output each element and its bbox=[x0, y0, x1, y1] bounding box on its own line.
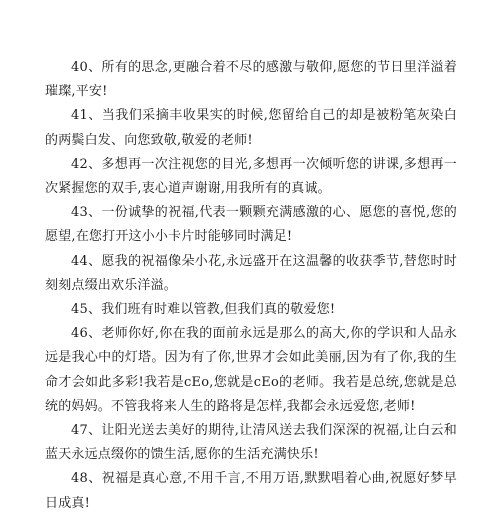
paragraph-41: 41、当我们采摘丰收果实的时候,您留给自己的却是被粉笔灰染白的两鬓白发、向您致敬,敬爱的老师! bbox=[45, 108, 457, 148]
paragraph-42: 42、多想再一次注视您的目光,多想再一次倾听您的讲课,多想再一次紧握您的双手,衷心道声谢谢,用我所有的真诚。 bbox=[45, 156, 457, 197]
paragraph-47: 47、让阳光送去美好的期待,让清风送去我们深深的祝福,让白云和蓝天永远点缀你的馈生活,愿你的生活充满快乐! bbox=[45, 423, 457, 463]
paragraph-44: 44、愿我的祝福像朵小花,永远盛开在这温馨的收获季节,替您时时刻刻点缀出欢乐洋溢。 bbox=[45, 253, 457, 293]
paragraph-46: 46、老师你好,你在我的面前永远是那么的高大,你的学识和人品永远是我心中的灯塔。因为有了你,世界才会如此美丽,因为有了你,我的生命才会如此多彩!我若是cEo,您就是cEo的老师。我若是总统,您就是总统的妈妈。不管我将来人生的路将是怎样,我都会永远爱您,老师! bbox=[45, 326, 457, 414]
paragraph-40: 40、所有的思念,更融合着不尽的感激与敬仰,愿您的节日里洋溢着璀璨,平安! bbox=[45, 60, 457, 100]
paragraph-43: 43、一份诚挚的祝福,代表一颗颗充满感激的心、愿您的喜悦,您的愿望,在您打开这小小卡片时能够同时满足! bbox=[45, 205, 457, 245]
document-body bbox=[45, 56, 457, 516]
paragraph-45: 45、我们班有时难以管教,但我们真的敬爱您! bbox=[71, 302, 336, 318]
paragraph-48: 48、祝福是真心意,不用千言,不用万语,默默唱着心曲,祝愿好梦早日成真! bbox=[45, 471, 457, 511]
